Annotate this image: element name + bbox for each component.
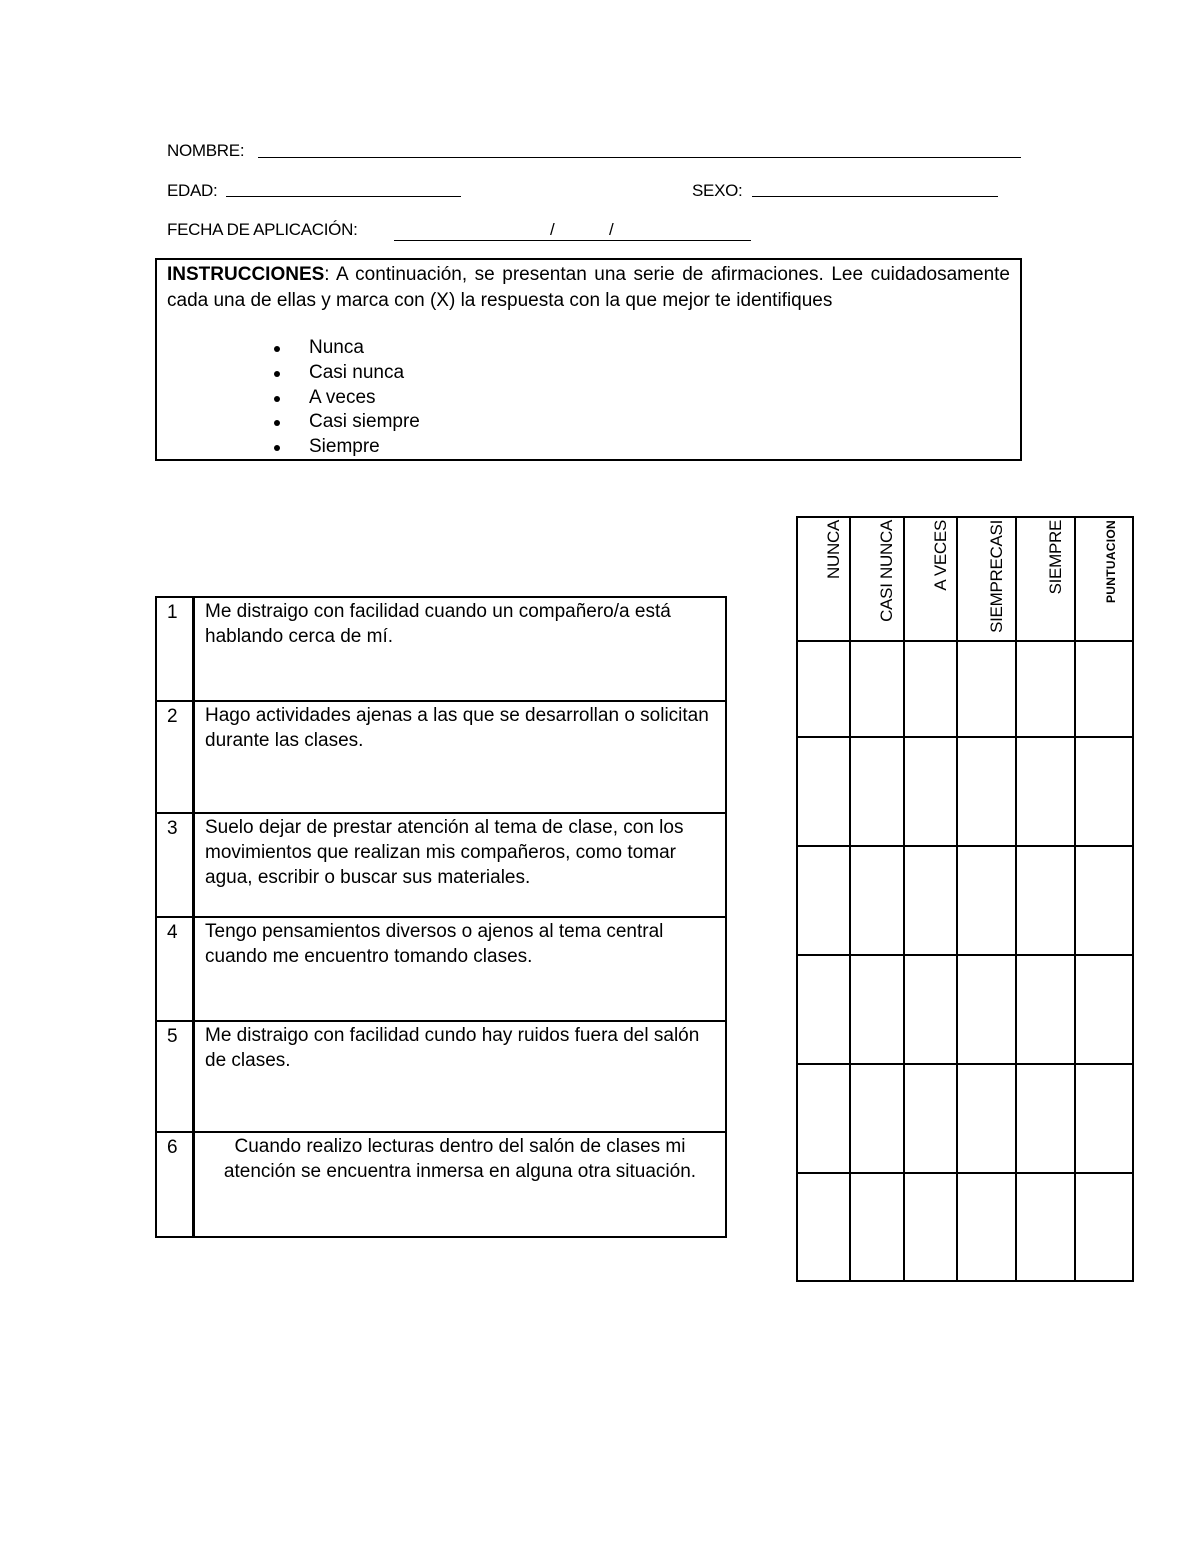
answer-cell[interactable] — [1016, 1064, 1075, 1173]
header-nunca — [797, 517, 850, 641]
answer-cell[interactable] — [797, 955, 850, 1064]
header-a-veces — [904, 517, 957, 641]
score-cell[interactable] — [1075, 641, 1133, 737]
instructions-body: : A continuación, se presentan una serie de afirmaciones. Lee cuidadosamente cada una de ellas y marca con (X) la respuesta con la que mejor te identifiques — [167, 264, 1010, 311]
option-label: Casi nunca — [309, 361, 405, 383]
answer-cell[interactable] — [904, 1064, 957, 1173]
answer-row — [797, 1064, 1133, 1173]
answer-cell[interactable] — [850, 737, 904, 846]
answer-cell[interactable] — [1016, 641, 1075, 737]
answer-cell[interactable] — [850, 641, 904, 737]
bullet-icon — [274, 445, 280, 451]
questions-table — [155, 596, 727, 1238]
answer-cell[interactable] — [850, 1064, 904, 1173]
answer-cell[interactable] — [1016, 955, 1075, 1064]
question-row — [156, 1132, 726, 1237]
sex-field[interactable] — [752, 196, 998, 197]
option-label: Nunca — [309, 337, 364, 358]
age-label: EDAD: — [167, 181, 218, 200]
bullet-icon — [274, 346, 280, 352]
option-item — [271, 336, 420, 361]
score-cell[interactable] — [1075, 737, 1133, 846]
name-field[interactable] — [258, 157, 1021, 158]
bullet-icon — [274, 420, 280, 426]
option-label: Siempre — [309, 436, 380, 458]
answer-row — [797, 737, 1133, 846]
header-label: A VECES — [930, 520, 950, 591]
answer-cell[interactable] — [904, 955, 957, 1064]
question-text: Me distraigo con facilidad cuando un compañero/a está hablando cerca de mí. — [194, 597, 727, 701]
option-item — [271, 361, 420, 386]
answer-cell[interactable] — [797, 846, 850, 955]
answer-row — [797, 1173, 1133, 1281]
age-field[interactable] — [226, 196, 461, 197]
option-item — [271, 386, 420, 411]
answer-cell[interactable] — [850, 846, 904, 955]
date-separator-2: / — [609, 220, 614, 239]
answer-cell[interactable] — [904, 641, 957, 737]
date-field[interactable] — [394, 240, 751, 241]
answer-cell[interactable] — [1016, 737, 1075, 846]
answer-cell[interactable] — [797, 1064, 850, 1173]
answer-cell[interactable] — [904, 846, 957, 955]
option-label: Casi siempre — [309, 411, 420, 433]
answer-cell[interactable] — [850, 955, 904, 1064]
score-cell[interactable] — [1075, 846, 1133, 955]
bullet-icon — [274, 396, 280, 402]
answer-cell[interactable] — [797, 1173, 850, 1281]
option-item — [271, 435, 420, 460]
option-label: A veces — [309, 386, 376, 408]
question-row — [156, 701, 726, 813]
question-row — [156, 813, 726, 917]
sex-label: SEXO: — [692, 181, 743, 200]
option-item — [271, 410, 420, 435]
answer-cell[interactable] — [957, 846, 1016, 955]
answer-cell[interactable] — [957, 737, 1016, 846]
header-label: PUNTUACION — [1104, 520, 1118, 603]
answer-cell[interactable] — [797, 641, 850, 737]
question-text: Tengo pensamientos diversos o ajenos al tema central cuando me encuentro tomando clases. — [194, 917, 727, 1021]
question-number: 4 — [156, 917, 194, 1021]
answer-cell[interactable] — [957, 1064, 1016, 1173]
question-row — [156, 597, 726, 701]
answer-cell[interactable] — [1016, 1173, 1075, 1281]
answer-cell[interactable] — [904, 737, 957, 846]
question-number: 2 — [156, 701, 194, 813]
header-siempre-casi — [957, 517, 1016, 641]
bullet-icon — [274, 371, 280, 377]
header-label: NUNCA — [823, 520, 843, 579]
answer-header-row — [797, 517, 1133, 641]
header-siempre — [1016, 517, 1075, 641]
header-label: CASI NUNCA — [877, 520, 896, 622]
answer-row — [797, 955, 1133, 1064]
question-row — [156, 1021, 726, 1132]
name-label: NOMBRE: — [167, 141, 245, 160]
question-text: Cuando realizo lecturas dentro del salón de clases mi atención se encuentra inmersa en alguna otra situación. — [194, 1132, 727, 1237]
answer-cell[interactable] — [904, 1173, 957, 1281]
instructions-box — [155, 258, 1022, 461]
question-number: 1 — [156, 597, 194, 701]
score-cell[interactable] — [1075, 955, 1133, 1064]
date-label: FECHA DE APLICACIÓN: — [167, 220, 358, 239]
header-casi-nunca — [850, 517, 904, 641]
question-number: 5 — [156, 1021, 194, 1132]
question-text: Suelo dejar de prestar atención al tema de clase, con los movimientos que realizan mis compañeros, como tomar agua, escribir o buscar sus materiales. — [194, 813, 727, 917]
instructions-title: INSTRUCCIONES — [167, 264, 325, 285]
answer-cell[interactable] — [957, 1173, 1016, 1281]
header-puntuacion — [1075, 517, 1133, 641]
options-list — [271, 336, 420, 460]
answer-cell[interactable] — [1016, 846, 1075, 955]
question-number: 3 — [156, 813, 194, 917]
answer-cell[interactable] — [957, 955, 1016, 1064]
question-row — [156, 917, 726, 1021]
score-cell[interactable] — [1075, 1064, 1133, 1173]
answer-row — [797, 846, 1133, 955]
question-text: Hago actividades ajenas a las que se desarrollan o solicitan durante las clases. — [194, 701, 727, 813]
header-label: SIEMPRECASI — [986, 520, 1006, 633]
answer-table — [796, 516, 1134, 1282]
answer-row — [797, 641, 1133, 737]
answer-cell[interactable] — [850, 1173, 904, 1281]
answer-cell[interactable] — [957, 641, 1016, 737]
question-text: Me distraigo con facilidad cundo hay ruidos fuera del salón de clases. — [194, 1021, 727, 1132]
header-label: SIEMPRE — [1045, 520, 1065, 595]
question-number: 6 — [156, 1132, 194, 1237]
score-cell[interactable] — [1075, 1173, 1133, 1281]
date-separator-1: / — [550, 220, 555, 239]
instructions-text — [167, 262, 1010, 313]
answer-cell[interactable] — [797, 737, 850, 846]
